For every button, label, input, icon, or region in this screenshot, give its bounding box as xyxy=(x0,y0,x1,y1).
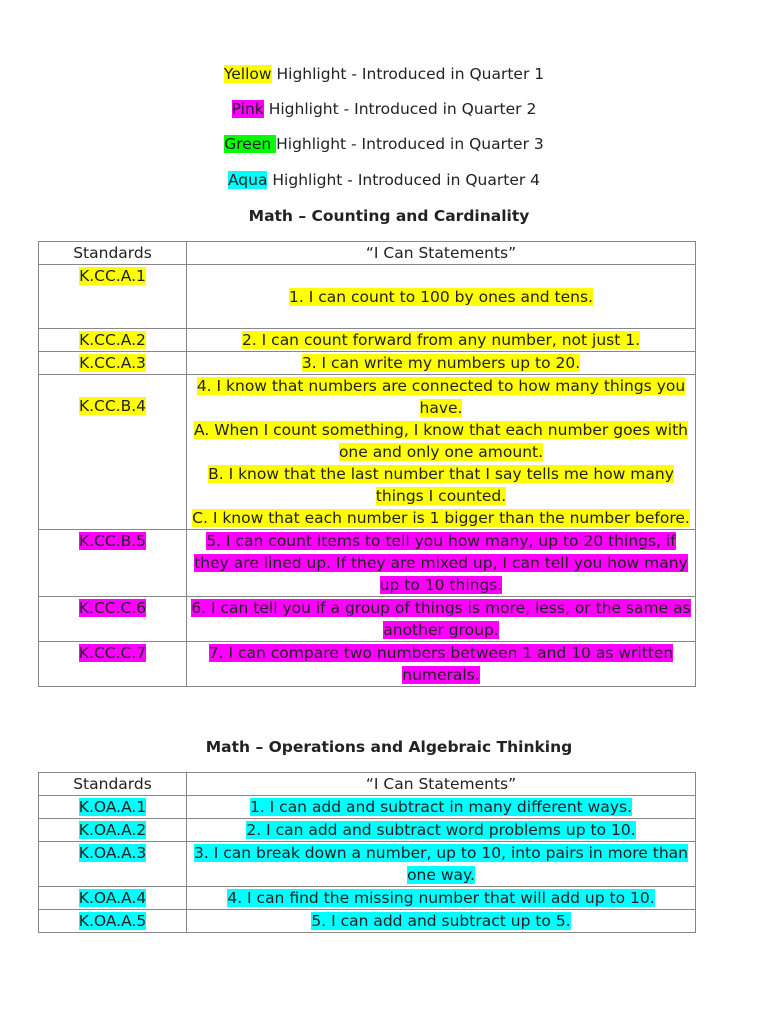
standard-code: K.CC.B.5 xyxy=(78,532,147,550)
legend-line-green xyxy=(0,133,768,155)
table-row xyxy=(39,796,696,819)
table-row xyxy=(39,887,696,910)
legend-text: Highlight - Introduced in Quarter 4 xyxy=(267,171,541,189)
header-standards: Standards xyxy=(39,242,187,265)
operations-algebraic-table xyxy=(38,772,696,933)
section-title-counting: Math – Counting and Cardinality xyxy=(248,207,530,225)
table-row xyxy=(39,597,696,642)
statement-text: 3. I can write my numbers up to 20. xyxy=(301,354,581,372)
legend-text: Highlight - Introduced in Quarter 2 xyxy=(263,100,537,118)
statement-text: 1. I can count to 100 by ones and tens. xyxy=(289,287,593,306)
legend-color-word: Yellow xyxy=(223,65,272,83)
table-header-row xyxy=(39,773,696,796)
legend-line-aqua xyxy=(0,169,768,191)
header-standards: Standards xyxy=(39,773,187,796)
standard-code: K.OA.A.5 xyxy=(78,912,147,930)
standard-code: K.CC.C.7 xyxy=(78,644,147,662)
standard-code: K.OA.A.2 xyxy=(78,821,147,839)
counting-cardinality-table xyxy=(38,241,696,687)
standard-code: K.OA.A.4 xyxy=(78,889,147,907)
table-row xyxy=(39,329,696,352)
table-row xyxy=(39,265,696,329)
table-row xyxy=(39,642,696,687)
table-row xyxy=(39,375,696,530)
legend-color-word: Green xyxy=(224,135,277,153)
table-row xyxy=(39,910,696,933)
statement-text: 4. I know that numbers are connected to how many things you have. xyxy=(196,377,686,417)
legend-color-word: Aqua xyxy=(227,171,268,189)
standard-code: K.OA.A.1 xyxy=(78,798,147,816)
table-row xyxy=(39,842,696,887)
statement-text: C. I know that each number is 1 bigger than the number before. xyxy=(192,509,690,527)
statement-text: 3. I can break down a number, up to 10, into pairs in more than one way. xyxy=(194,844,688,884)
legend-text: Highlight - Introduced in Quarter 3 xyxy=(276,135,544,153)
section-title-operations: Math – Operations and Algebraic Thinking xyxy=(205,738,573,756)
standard-code: K.CC.A.2 xyxy=(79,331,146,349)
statement-text: 2. I can count forward from any number, not just 1. xyxy=(241,331,641,349)
statement-text: 5. I can count items to tell you how many, up to 20 things, if they are lined up. If they are mixed up, I can tell you how many up to 10 things. xyxy=(194,532,688,594)
statement-text: 5. I can add and subtract up to 5. xyxy=(311,912,571,930)
table-row xyxy=(39,819,696,842)
statement-text: 4. I can find the missing number that will add up to 10. xyxy=(227,889,655,907)
legend-line-pink xyxy=(0,98,768,120)
standard-code: K.CC.B.4 xyxy=(78,397,147,415)
table-header-row xyxy=(39,242,696,265)
statement-text: A. When I count something, I know that each number goes with one and only one amount. xyxy=(194,421,688,461)
standard-code: K.CC.C.6 xyxy=(78,599,147,617)
legend-color-word: Pink xyxy=(231,100,264,118)
statement-text: B. I know that the last number that I say tells me how many things I counted. xyxy=(208,465,674,505)
table-row xyxy=(39,352,696,375)
statement-text: 2. I can add and subtract word problems up to 10. xyxy=(246,821,636,839)
header-statements: “I Can Statements” xyxy=(187,773,696,796)
table-row xyxy=(39,530,696,597)
statement-text: 1. I can add and subtract in many different ways. xyxy=(249,798,633,816)
statement-text: 7. I can compare two numbers between 1 and 10 as written numerals. xyxy=(208,644,674,684)
legend-text: Highlight - Introduced in Quarter 1 xyxy=(271,65,545,83)
legend-line-yellow xyxy=(0,63,768,85)
standard-code: K.CC.A.3 xyxy=(79,354,146,372)
standard-code: K.OA.A.3 xyxy=(78,844,147,862)
statement-text: 6. I can tell you if a group of things is more, less, or the same as another group. xyxy=(191,599,691,639)
standard-code: K.CC.A.1 xyxy=(79,267,146,285)
header-statements: “I Can Statements” xyxy=(187,242,696,265)
